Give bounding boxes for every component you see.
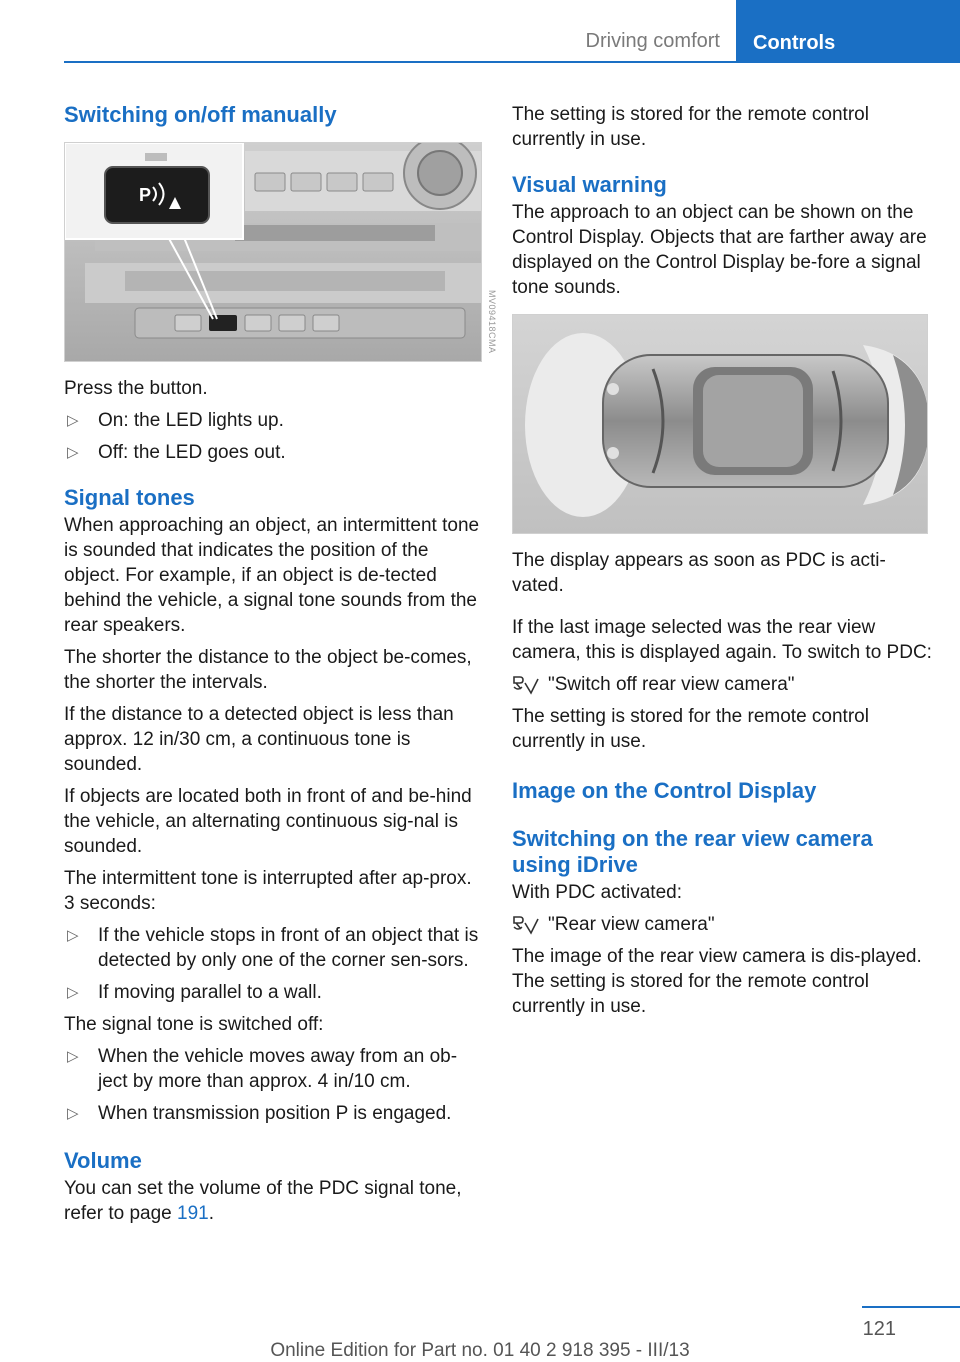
triangle-bullet-icon: ▷ (67, 1048, 79, 1065)
pdc-button-illustration (65, 143, 482, 362)
figure-code: MV09418CMA (487, 290, 497, 354)
header-section-title: Driving comfort (585, 30, 720, 52)
text-visual: The approach to an object can be shown on the Control Display. Objects that are farther away are displayed on the Control Display be-fore a signal tone sounds. (512, 202, 927, 298)
voice-command-icon (512, 675, 540, 695)
header-rule (64, 61, 960, 63)
heading-image-control-display: Image on the Control Display (512, 778, 817, 803)
heading-visual-warning: Visual warning (512, 172, 667, 197)
svg-text:P: P (139, 185, 152, 205)
text-signal-p5: The intermittent tone is interrupted after ap-prox. 3 seconds: (64, 868, 472, 914)
header-chapter-tab: Controls (736, 0, 960, 63)
footer-rule (862, 1306, 960, 1308)
left-column (64, 100, 482, 1226)
heading-signal-tones: Signal tones (64, 485, 195, 510)
text-off-intro: The signal tone is switched off: (64, 1014, 324, 1035)
heading-volume: Volume (64, 1148, 142, 1173)
right-column (512, 100, 932, 1019)
list-interrupt (64, 923, 482, 1005)
list-switched-off (64, 1044, 482, 1126)
text-volume: You can set the volume of the PDC signal tone, refer to page 191. (64, 1178, 462, 1224)
edition-footer: Online Edition for Part no. 01 40 2 918 395 - III/13 (270, 1340, 690, 1361)
voice-command-rear-camera: "Rear view camera" (512, 912, 932, 937)
text-signal-p4: If objects are located both in front of and be-hind the vehicle, an alternating continuous sig-nal is sounded. (64, 786, 472, 857)
text-stored-2: The setting is stored for the remote control currently in use. (512, 706, 869, 752)
list-item: ▷ Off: the LED goes out. (67, 442, 286, 463)
page-link[interactable]: 191 (177, 1203, 209, 1224)
text-last-image: If the last image selected was the rear view camera, this is displayed again. To switch to PDC: (512, 617, 932, 663)
text-signal-p3: If the distance to a detected object is less than approx. 12 in/30 cm, a continuous tone is sounded. (64, 704, 454, 775)
text-press-button: Press the button. (64, 378, 208, 399)
list-on-off (64, 408, 482, 465)
page-number: 121 (862, 1318, 896, 1340)
text-with-pdc: With PDC activated: (512, 882, 682, 903)
triangle-bullet-icon: ▷ (67, 927, 79, 944)
list-item: ▷ When the vehicle moves away from an ob-ject by more than approx. 4 in/10 cm. (67, 1046, 458, 1092)
heading-switching-rear-camera: Switching on the rear view camera using iDrive (512, 826, 873, 877)
figure-pdc-display (512, 314, 928, 534)
text-signal-p1: When approaching an object, an intermittent tone is sounded that indicates the position of the object. For example, if an object is de-tected behind the vehicle, a signal tone sounds from the rear speakers. (64, 515, 480, 636)
triangle-bullet-icon: ▷ (67, 444, 79, 461)
heading-switching-manually: Switching on/off manually (64, 102, 337, 127)
voice-command-icon (512, 915, 540, 935)
text-display-appears: The display appears as soon as PDC is acti-vated. (512, 550, 886, 596)
list-item: ▷ On: the LED lights up. (67, 410, 284, 431)
figure-pdc-button (64, 142, 482, 362)
triangle-bullet-icon: ▷ (67, 984, 79, 1001)
text-stored-1: The setting is stored for the remote control currently in use. (512, 104, 869, 150)
voice-command-switch-off: "Switch off rear view camera" (512, 672, 932, 697)
pdc-vehicle-top-view (513, 315, 928, 534)
list-item: ▷ When transmission position P is engaged. (67, 1103, 452, 1124)
text-final: The image of the rear view camera is dis-played. The setting is stored for the remote control currently in use. (512, 946, 922, 1017)
page-header (0, 0, 960, 64)
text-signal-p2: The shorter the distance to the object be-comes, the shorter the intervals. (64, 647, 472, 693)
list-item: ▷ If moving parallel to a wall. (67, 982, 322, 1003)
list-item: ▷ If the vehicle stops in front of an object that is detected by only one of the corner sen-sors. (67, 925, 479, 971)
triangle-bullet-icon: ▷ (67, 1105, 79, 1122)
triangle-bullet-icon: ▷ (67, 412, 79, 429)
